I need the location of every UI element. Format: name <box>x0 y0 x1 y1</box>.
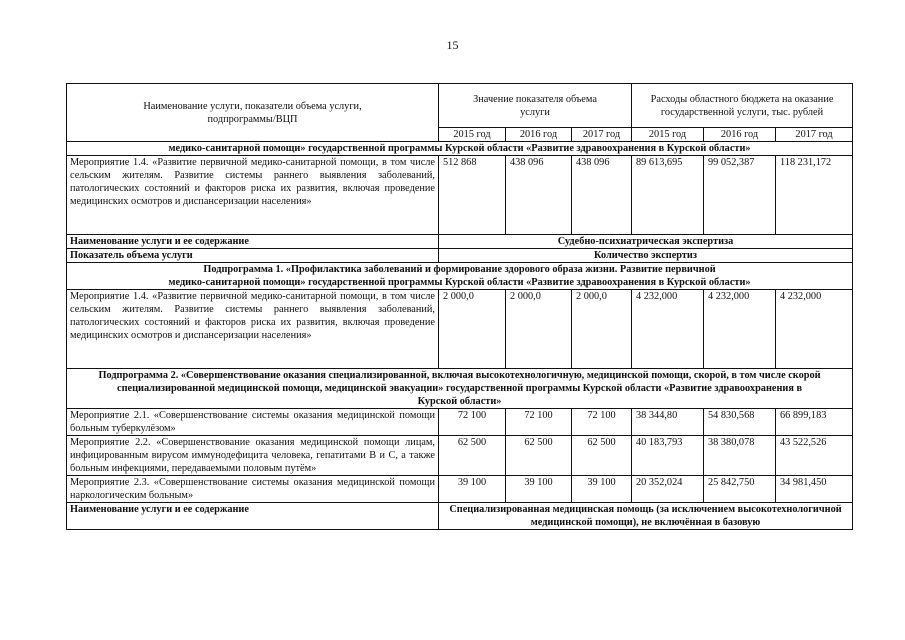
measure-1-4-name: Мероприятие 1.4. «Развитие первичной медико-санитарной помощи, в том числе сельским жителям. Развитие системы раннего выявления заболеваний, патологических состояний и факторов риска их развития, включая проведение медицинских осмотров и диспансеризации населения» <box>67 290 439 369</box>
service-name-row <box>67 235 853 249</box>
subprogram-1-title-line-2: медико-санитарной помощи» государственной программы Курской области «Развитие здравоохранения в Курской области» <box>168 277 751 288</box>
services-table <box>66 83 853 530</box>
year-2015-value: 2015 год <box>439 128 506 142</box>
indicator-value: Количество экспертиз <box>439 249 853 263</box>
indicator-label: Показатель объема услуги <box>67 249 439 263</box>
expense-cell: 118 231,172 <box>776 156 853 235</box>
year-2016-expense: 2016 год <box>704 128 776 142</box>
table-row <box>67 476 853 503</box>
measure-2-2-name: Мероприятие 2.2. «Совершенствование оказания медицинской помощи лицам, инфицированным вирусом иммунодефицита человека, гепатитами B и C, а также больным инфекциями, передаваемыми половым путём» <box>67 436 439 476</box>
expense-cell: 43 522,526 <box>776 436 853 476</box>
service-label: Наименование услуги и ее содержание <box>67 503 439 530</box>
value-cell: 512 868 <box>439 156 506 235</box>
header-name-cell: Наименование услуги, показатели объема услуги, подпрограммы/ВЦП <box>67 84 439 142</box>
subprogram-1-tail: медико-санитарной помощи» государственной программы Курской области «Развитие здравоохранения в Курской области» <box>67 142 853 156</box>
value-cell: 2 000,0 <box>506 290 572 369</box>
table-row <box>67 409 853 436</box>
header-row <box>67 84 853 128</box>
year-2017-value: 2017 год <box>572 128 632 142</box>
measure-1-4-name: Мероприятие 1.4. «Развитие первичной медико-санитарной помощи, в том числе сельским жителям. Развитие системы раннего выявления заболеваний, патологических состояний и факторов риска их развития, включая проведение медицинских осмотров и диспансеризации населения» <box>67 156 439 235</box>
subprogram-2-row <box>67 369 853 409</box>
year-2016-value: 2016 год <box>506 128 572 142</box>
expense-cell: 20 352,024 <box>632 476 704 503</box>
page-number: 15 <box>446 38 459 52</box>
expense-cell: 4 232,000 <box>632 290 704 369</box>
service-label: Наименование услуги и ее содержание <box>67 235 439 249</box>
value-cell: 72 100 <box>572 409 632 436</box>
expense-cell: 66 899,183 <box>776 409 853 436</box>
value-cell: 438 096 <box>506 156 572 235</box>
expense-cell: 4 232,000 <box>776 290 853 369</box>
measure-2-3-name: Мероприятие 2.3. «Совершенствование системы оказания медицинской помощи наркологическим больным» <box>67 476 439 503</box>
expense-cell: 40 183,793 <box>632 436 704 476</box>
indicator-row <box>67 249 853 263</box>
value-cell: 62 500 <box>439 436 506 476</box>
value-cell: 62 500 <box>572 436 632 476</box>
table-row <box>67 436 853 476</box>
year-2015-expense: 2015 год <box>632 128 704 142</box>
value-cell: 39 100 <box>439 476 506 503</box>
service-name-row <box>67 503 853 530</box>
expense-cell: 25 842,750 <box>704 476 776 503</box>
subprogram-1-title-line-1: Подпрограмма 1. «Профилактика заболеваний и формирование здорового образа жизни. Развитие первичной <box>203 264 716 275</box>
table-row <box>67 156 853 235</box>
expense-cell: 34 981,450 <box>776 476 853 503</box>
header-value-cell: Значение показателя объема услуги <box>439 84 632 128</box>
value-cell: 2 000,0 <box>439 290 506 369</box>
subprogram-1-title <box>67 263 853 290</box>
table-row <box>67 290 853 369</box>
expense-cell: 99 052,387 <box>704 156 776 235</box>
value-cell: 438 096 <box>572 156 632 235</box>
service-value: Специализированная медицинская помощь (за исключением высокотехнологичной медицинской помощи), не включённая в базовую <box>439 503 853 530</box>
subprogram-1-tail-row <box>67 142 853 156</box>
header-expense-cell: Расходы областного бюджета на оказание государственной услуги, тыс. рублей <box>632 84 853 128</box>
expense-cell: 38 380,078 <box>704 436 776 476</box>
value-cell: 72 100 <box>506 409 572 436</box>
value-cell: 62 500 <box>506 436 572 476</box>
value-cell: 39 100 <box>506 476 572 503</box>
value-cell: 39 100 <box>572 476 632 503</box>
expense-cell: 54 830,568 <box>704 409 776 436</box>
value-cell: 72 100 <box>439 409 506 436</box>
year-2017-expense: 2017 год <box>776 128 853 142</box>
expense-cell: 4 232,000 <box>704 290 776 369</box>
measure-2-1-name: Мероприятие 2.1. «Совершенствование системы оказания медицинской помощи больным туберкулёзом» <box>67 409 439 436</box>
expense-cell: 89 613,695 <box>632 156 704 235</box>
value-cell: 2 000,0 <box>572 290 632 369</box>
subprogram-1-row <box>67 263 853 290</box>
subprogram-2-title: Подпрограмма 2. «Совершенствование оказания специализированной, включая высокотехнологичную, медицинской помощи, скорой, в том числе скорой специализированной медицинской помощи, медицинской эвакуации» государственной программы Курской области «Развитие здравоохранения в Курской области» <box>67 369 853 409</box>
service-value: Судебно-психиатрическая экспертиза <box>439 235 853 249</box>
expense-cell: 38 344,80 <box>632 409 704 436</box>
